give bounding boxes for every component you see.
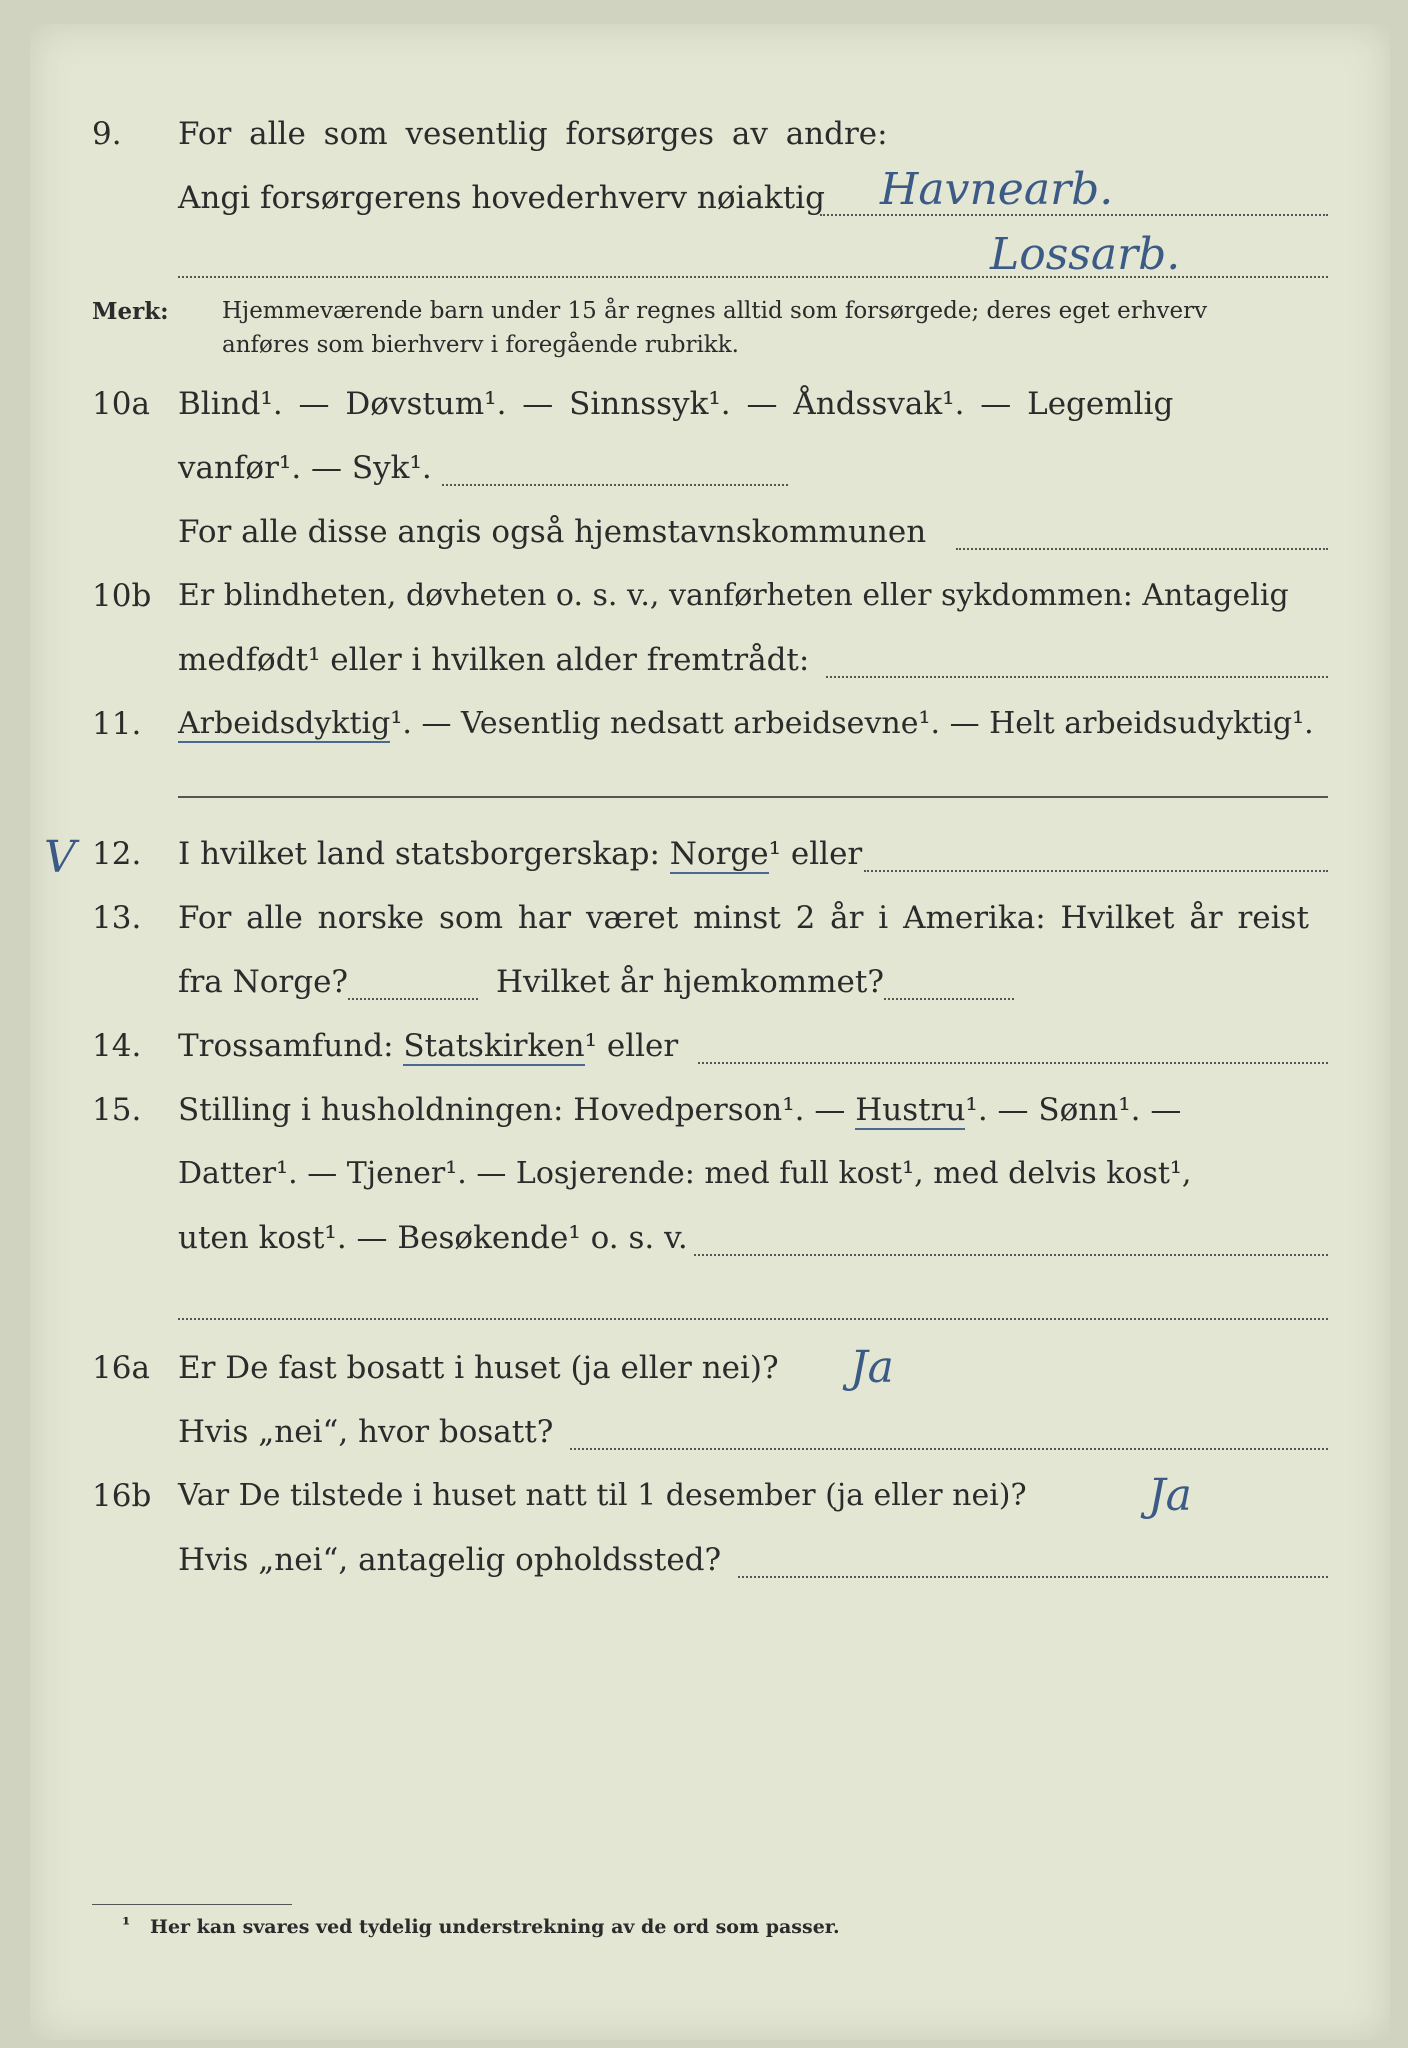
q13-reist-line[interactable] [348,996,478,1000]
q13-text2b: Hvilket år hjemkommet? [496,964,884,1000]
q10a-text3: For alle disse angis også hjemstavnskommunen [178,514,927,550]
q11-number: 11. [92,706,142,742]
footnote-mark: ¹ [122,1914,131,1936]
q10b-text2: medfødt¹ eller i hvilken alder fremtrådt: [178,642,810,678]
q11-rest: ¹. — Vesentlig nedsatt arbeidsevne¹. — Helt arbeidsudyktig¹. [390,706,1314,741]
q9-answer2: Lossarb. [990,229,1181,280]
q12-text: I hvilket land statsborgerskap: [178,836,660,872]
q16b-text1: Var De tilstede i huset natt til 1 desember (ja eller nei)? [178,1478,1027,1513]
q10a-number: 10a [92,386,150,422]
q14-number: 14. [92,1028,142,1064]
q16a-answer: Ja [850,1342,894,1393]
q12-underlined: Norge [669,836,769,872]
q10b-text1: Er blindheten, døvheten o. s. v., vanførheten eller sykdommen: Antagelig [178,578,1289,613]
q10a-answer-line[interactable] [442,482,788,486]
q12-answer-line[interactable] [864,868,1328,872]
q15-underlined: Hustru [855,1092,966,1128]
q13-number: 13. [92,900,142,936]
footnote-text: Her kan svares ved tydelig understrekning av de ord som passer. [150,1916,840,1938]
q16b-number: 16b [92,1478,152,1514]
merk-line2: anføres som bierhverv i foregående rubrikk. [222,332,739,358]
q14-answer-line[interactable] [698,1060,1328,1064]
q16a-number: 16a [92,1350,150,1386]
q14-underlined: Statskirken [403,1028,585,1064]
q9-text2: Angi forsørgerens hovederhverv nøiaktig [178,180,825,216]
q16b-answer: Ja [1148,1470,1192,1521]
q14-post: ¹ eller [584,1028,679,1064]
q12-checkmark: V [44,832,76,883]
q13-text2a: fra Norge? [178,964,349,1000]
q11-underlined: Arbeidsdyktig [178,706,391,741]
census-form-page [30,24,1390,2040]
q13-hjem-line[interactable] [884,996,1014,1000]
q10a-text1: Blind¹. — Døvstum¹. — Sinnssyk¹. — Åndssvak¹. — Legemlig [178,386,1174,422]
q12-number: 12. [92,836,142,872]
q15-answer-line2[interactable] [178,1316,1328,1320]
q15-text1b: ¹. — Sønn¹. — [965,1092,1182,1128]
q12-post: ¹ eller [768,836,863,872]
q9-number: 9. [92,116,122,152]
merk-line1: Hjemmeværende barn under 15 år regnes alltid som forsørgede; deres eget erhverv [222,298,1208,324]
q13-text1: For alle norske som har været minst 2 år i Amerika: Hvilket år reist [178,900,1309,936]
q9-line2 [30,180,1390,230]
q15-number: 15. [92,1092,142,1128]
q14-text: Trossamfund: [178,1028,394,1064]
q16b-text2: Hvis „nei“, antagelig opholdssted? [178,1542,722,1578]
q10a-home-line[interactable] [956,546,1328,550]
merk-label: Merk: [92,298,169,325]
q15-text3: uten kost¹. — Besøkende¹ o. s. v. [178,1220,688,1256]
q15-text1a: Stilling i husholdningen: Hovedperson¹. — [178,1092,846,1128]
q16a-text1: Er De fast bosatt i huset (ja eller nei)? [178,1350,779,1386]
q9-answer1: Havnearb. [880,164,1114,215]
q9-text1: For alle som vesentlig forsørges av andre: [178,116,888,152]
q16a-answer-line[interactable] [570,1446,1328,1450]
q11-answer-line[interactable] [178,796,1328,798]
footnote-rule [92,1904,292,1905]
q10a-text2: vanfør¹. — Syk¹. [178,450,432,486]
q10b-number: 10b [92,578,152,614]
q15-answer-line[interactable] [694,1252,1328,1256]
q10b-answer-line[interactable] [826,674,1328,678]
q16a-text2: Hvis „nei“, hvor bosatt? [178,1414,554,1450]
q15-text2: Datter¹. — Tjener¹. — Losjerende: med full kost¹, med delvis kost¹, [178,1156,1192,1191]
q16b-answer-line[interactable] [738,1574,1328,1578]
